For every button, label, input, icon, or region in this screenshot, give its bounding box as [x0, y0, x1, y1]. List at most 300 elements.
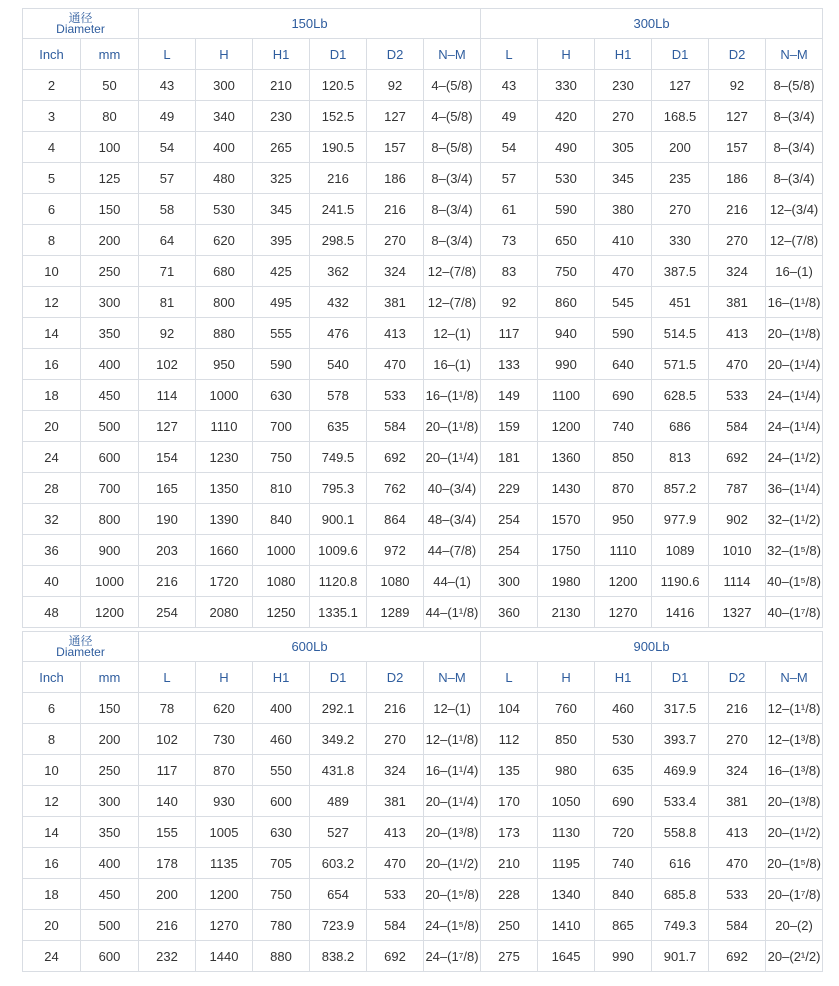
- col-header-l: L: [139, 662, 196, 693]
- table-cell: 413: [709, 318, 766, 349]
- table-cell: 603.2: [310, 848, 367, 879]
- table-cell: 1270: [196, 910, 253, 941]
- col-header-d2: D2: [367, 39, 424, 70]
- table-cell: 54: [481, 132, 538, 163]
- table-cell: 20–(1⁷/8): [766, 879, 823, 910]
- table-cell: 216: [367, 693, 424, 724]
- table-cell: 860: [538, 287, 595, 318]
- table-cell: 300: [196, 70, 253, 101]
- table-cell: 1005: [196, 817, 253, 848]
- table-cell: 155: [139, 817, 196, 848]
- col-header-d2: D2: [709, 662, 766, 693]
- table-cell: 495: [253, 287, 310, 318]
- table-cell: 413: [709, 817, 766, 848]
- table-row: [23, 442, 823, 473]
- table-cell: 628.5: [652, 380, 709, 411]
- table-cell: 20–(2): [766, 910, 823, 941]
- table-cell: 1114: [709, 566, 766, 597]
- table-cell: 12: [23, 287, 81, 318]
- table-row: [23, 504, 823, 535]
- table-cell: 10: [23, 755, 81, 786]
- table-cell: 413: [367, 318, 424, 349]
- table-cell: 720: [595, 817, 652, 848]
- table-cell: 48: [23, 597, 81, 628]
- table-cell: 250: [81, 256, 139, 287]
- table-cell: 127: [709, 101, 766, 132]
- col-header-h1: H1: [253, 39, 310, 70]
- diameter-en-label: Diameter: [56, 644, 105, 659]
- table-cell: 133: [481, 349, 538, 380]
- table-cell: 120.5: [310, 70, 367, 101]
- table-cell: 527: [310, 817, 367, 848]
- table-cell: 1000: [253, 535, 310, 566]
- table-cell: 117: [481, 318, 538, 349]
- table-cell: 43: [139, 70, 196, 101]
- col-header-d1: D1: [652, 662, 709, 693]
- table-cell: 12–(3/4): [766, 194, 823, 225]
- table-cell: 127: [652, 70, 709, 101]
- table-cell: 324: [367, 256, 424, 287]
- col-header-n-m: N–M: [766, 662, 823, 693]
- table-cell: 159: [481, 411, 538, 442]
- table-cell: 533: [709, 879, 766, 910]
- table-cell: 8: [23, 225, 81, 256]
- table-cell: 16: [23, 349, 81, 380]
- table-cell: 600: [81, 941, 139, 972]
- table-cell: 92: [367, 70, 424, 101]
- table-cell: 20–(1¹/4): [424, 786, 481, 817]
- table-cell: 600: [253, 786, 310, 817]
- table-cell: 1000: [196, 380, 253, 411]
- table-cell: 630: [253, 380, 310, 411]
- table-cell: 78: [139, 693, 196, 724]
- table-cell: 300: [81, 786, 139, 817]
- table-cell: 36–(1¹/4): [766, 473, 823, 504]
- table-cell: 8–(3/4): [766, 163, 823, 194]
- inch-header: Inch: [23, 662, 81, 693]
- table-cell: 685.8: [652, 879, 709, 910]
- table-cell: 1080: [367, 566, 424, 597]
- table-cell: 400: [81, 349, 139, 380]
- table-row: [23, 380, 823, 411]
- table-cell: 950: [595, 504, 652, 535]
- table-cell: 230: [253, 101, 310, 132]
- table-cell: 425: [253, 256, 310, 287]
- table-cell: 480: [196, 163, 253, 194]
- table-cell: 545: [595, 287, 652, 318]
- table-cell: 865: [595, 910, 652, 941]
- table-cell: 864: [367, 504, 424, 535]
- table-cell: 1230: [196, 442, 253, 473]
- table-cell: 186: [709, 163, 766, 194]
- table-cell: 490: [538, 132, 595, 163]
- table-cell: 12–(1¹/8): [766, 693, 823, 724]
- table-cell: 1340: [538, 879, 595, 910]
- table-cell: 57: [481, 163, 538, 194]
- table-cell: 640: [595, 349, 652, 380]
- table-cell: 330: [652, 225, 709, 256]
- table-cell: 692: [367, 442, 424, 473]
- table-cell: 1645: [538, 941, 595, 972]
- col-header-h: H: [538, 662, 595, 693]
- table-cell: 870: [196, 755, 253, 786]
- table-cell: 324: [367, 755, 424, 786]
- table-cell: 20: [23, 411, 81, 442]
- table-cell: 24–(1¹/4): [766, 411, 823, 442]
- table-cell: 350: [81, 817, 139, 848]
- table-cell: 168.5: [652, 101, 709, 132]
- table-cell: 692: [367, 941, 424, 972]
- table-cell: 8–(5/8): [766, 70, 823, 101]
- table-cell: 80: [81, 101, 139, 132]
- table-cell: 49: [139, 101, 196, 132]
- table-cell: 749.5: [310, 442, 367, 473]
- table-cell: 590: [538, 194, 595, 225]
- table-row: [23, 318, 823, 349]
- table-cell: 28: [23, 473, 81, 504]
- table-cell: 451: [652, 287, 709, 318]
- class-header-900lb: 900Lb: [481, 632, 823, 662]
- table-cell: 692: [709, 941, 766, 972]
- table-cell: 104: [481, 693, 538, 724]
- table-cell: 32–(1⁵/8): [766, 535, 823, 566]
- table-cell: 1430: [538, 473, 595, 504]
- table-cell: 200: [652, 132, 709, 163]
- table-cell: 977.9: [652, 504, 709, 535]
- table-cell: 203: [139, 535, 196, 566]
- table-cell: 901.7: [652, 941, 709, 972]
- table-cell: 8: [23, 724, 81, 755]
- table-cell: 92: [481, 287, 538, 318]
- table-cell: 476: [310, 318, 367, 349]
- table-cell: 270: [595, 101, 652, 132]
- table-cell: 44–(7/8): [424, 535, 481, 566]
- table-cell: 413: [367, 817, 424, 848]
- table-cell: 20–(1¹/2): [424, 848, 481, 879]
- table-cell: 14: [23, 318, 81, 349]
- table-cell: 600: [81, 442, 139, 473]
- table-cell: 630: [253, 817, 310, 848]
- table-cell: 1200: [538, 411, 595, 442]
- table-cell: 181: [481, 442, 538, 473]
- table-cell: 127: [367, 101, 424, 132]
- table-cell: 1050: [538, 786, 595, 817]
- class-header-600lb: 600Lb: [139, 632, 481, 662]
- table-cell: 135: [481, 755, 538, 786]
- table-cell: 254: [481, 535, 538, 566]
- table-cell: 760: [538, 693, 595, 724]
- table-cell: 489: [310, 786, 367, 817]
- table-cell: 690: [595, 380, 652, 411]
- table-cell: 216: [139, 910, 196, 941]
- table-cell: 254: [481, 504, 538, 535]
- table-cell: 250: [81, 755, 139, 786]
- table-cell: 838.2: [310, 941, 367, 972]
- table-cell: 24: [23, 941, 81, 972]
- table-cell: 857.2: [652, 473, 709, 504]
- table-cell: 270: [367, 225, 424, 256]
- table-cell: 186: [367, 163, 424, 194]
- table-cell: 2130: [538, 597, 595, 628]
- table-cell: 20–(1¹/8): [424, 411, 481, 442]
- table-cell: 650: [538, 225, 595, 256]
- table-cell: 780: [253, 910, 310, 941]
- table-row: [23, 256, 823, 287]
- table-cell: 692: [709, 442, 766, 473]
- table-cell: 12–(7/8): [766, 225, 823, 256]
- table-cell: 330: [538, 70, 595, 101]
- table-cell: 317.5: [652, 693, 709, 724]
- table-cell: 990: [538, 349, 595, 380]
- table-cell: 114: [139, 380, 196, 411]
- table-cell: 16–(1): [766, 256, 823, 287]
- table-cell: 590: [253, 349, 310, 380]
- table-cell: 216: [709, 693, 766, 724]
- table-cell: 325: [253, 163, 310, 194]
- table-cell: 292.1: [310, 693, 367, 724]
- table-cell: 584: [367, 411, 424, 442]
- table-cell: 410: [595, 225, 652, 256]
- table-cell: 1190.6: [652, 566, 709, 597]
- table-cell: 270: [709, 724, 766, 755]
- table-cell: 700: [253, 411, 310, 442]
- table2-body: [23, 693, 823, 972]
- class-header-150lb: 150Lb: [139, 9, 481, 39]
- table-cell: 813: [652, 442, 709, 473]
- table-cell: 500: [81, 910, 139, 941]
- table-cell: 200: [139, 879, 196, 910]
- table-cell: 387.5: [652, 256, 709, 287]
- dimension-table-150-300: [22, 8, 823, 628]
- col-header-h1: H1: [253, 662, 310, 693]
- table-cell: 18: [23, 879, 81, 910]
- table-cell: 170: [481, 786, 538, 817]
- table-cell: 16–(1³/8): [766, 755, 823, 786]
- table-cell: 514.5: [652, 318, 709, 349]
- table-row: [23, 597, 823, 628]
- table-cell: 393.7: [652, 724, 709, 755]
- table-cell: 300: [481, 566, 538, 597]
- table-cell: 12: [23, 786, 81, 817]
- table-cell: 1570: [538, 504, 595, 535]
- table-cell: 265: [253, 132, 310, 163]
- table-row: [23, 566, 823, 597]
- table-cell: 750: [538, 256, 595, 287]
- table-cell: 1000: [81, 566, 139, 597]
- table-cell: 1410: [538, 910, 595, 941]
- table-cell: 460: [253, 724, 310, 755]
- table-cell: 92: [139, 318, 196, 349]
- table-cell: 57: [139, 163, 196, 194]
- table-cell: 3: [23, 101, 81, 132]
- table-cell: 1110: [595, 535, 652, 566]
- table-cell: 16–(1): [424, 349, 481, 380]
- table-cell: 250: [481, 910, 538, 941]
- table-cell: 533: [367, 380, 424, 411]
- table-cell: 24: [23, 442, 81, 473]
- table-cell: 840: [253, 504, 310, 535]
- table-cell: 216: [709, 194, 766, 225]
- col-header-l: L: [481, 662, 538, 693]
- table-cell: 470: [367, 349, 424, 380]
- table-cell: 152.5: [310, 101, 367, 132]
- table-cell: 1270: [595, 597, 652, 628]
- table-cell: 880: [196, 318, 253, 349]
- table-cell: 686: [652, 411, 709, 442]
- table-cell: 275: [481, 941, 538, 972]
- table-cell: 228: [481, 879, 538, 910]
- table-cell: 749.3: [652, 910, 709, 941]
- col-header-h: H: [196, 662, 253, 693]
- table-cell: 117: [139, 755, 196, 786]
- table-cell: 1360: [538, 442, 595, 473]
- table-cell: 40: [23, 566, 81, 597]
- table-cell: 270: [709, 225, 766, 256]
- table-cell: 2080: [196, 597, 253, 628]
- col-header-l: L: [139, 39, 196, 70]
- table-row: [23, 848, 823, 879]
- table-cell: 40–(1⁷/8): [766, 597, 823, 628]
- table-cell: 200: [81, 225, 139, 256]
- mm-header: mm: [81, 662, 139, 693]
- table-row: [23, 535, 823, 566]
- table-cell: 800: [81, 504, 139, 535]
- table1-body: [23, 70, 823, 628]
- table-cell: 61: [481, 194, 538, 225]
- col-header-h: H: [196, 39, 253, 70]
- table-cell: 350: [81, 318, 139, 349]
- diameter-en-label: Diameter: [56, 21, 105, 36]
- table-cell: 32–(1¹/2): [766, 504, 823, 535]
- table-cell: 1350: [196, 473, 253, 504]
- table-cell: 1416: [652, 597, 709, 628]
- diameter-cn-label: 通径: [68, 10, 93, 25]
- class-header-300lb: 300Lb: [481, 9, 823, 39]
- table-cell: 235: [652, 163, 709, 194]
- mm-header: mm: [81, 39, 139, 70]
- table-cell: 32: [23, 504, 81, 535]
- table-cell: 420: [538, 101, 595, 132]
- table-cell: 1135: [196, 848, 253, 879]
- table-cell: 740: [595, 411, 652, 442]
- table-cell: 400: [196, 132, 253, 163]
- table-row: [23, 941, 823, 972]
- table-row: [23, 287, 823, 318]
- table-cell: 750: [253, 442, 310, 473]
- table-cell: 270: [367, 724, 424, 755]
- table-cell: 972: [367, 535, 424, 566]
- table-cell: 232: [139, 941, 196, 972]
- table-cell: 4–(5/8): [424, 70, 481, 101]
- table-cell: 24–(1¹/4): [766, 380, 823, 411]
- table-cell: 64: [139, 225, 196, 256]
- table-cell: 740: [595, 848, 652, 879]
- table-cell: 940: [538, 318, 595, 349]
- table-cell: 690: [595, 786, 652, 817]
- table-cell: 24–(1⁷/8): [424, 941, 481, 972]
- col-header-h1: H1: [595, 662, 652, 693]
- table-cell: 241.5: [310, 194, 367, 225]
- table-cell: 584: [709, 910, 766, 941]
- table-cell: 1250: [253, 597, 310, 628]
- col-header-d2: D2: [709, 39, 766, 70]
- table-cell: 8–(3/4): [766, 101, 823, 132]
- table-cell: 20–(1¹/8): [766, 318, 823, 349]
- table-cell: 20–(1¹/4): [424, 442, 481, 473]
- col-header-d2: D2: [367, 662, 424, 693]
- table-cell: 44–(1¹/8): [424, 597, 481, 628]
- table-cell: 555: [253, 318, 310, 349]
- table-cell: 216: [367, 194, 424, 225]
- table-cell: 380: [595, 194, 652, 225]
- col-header-l: L: [481, 39, 538, 70]
- table-cell: 102: [139, 724, 196, 755]
- table-row: [23, 101, 823, 132]
- table-cell: 10: [23, 256, 81, 287]
- table-cell: 345: [253, 194, 310, 225]
- table-cell: 1120.8: [310, 566, 367, 597]
- table-cell: 43: [481, 70, 538, 101]
- table-cell: 58: [139, 194, 196, 225]
- table-cell: 400: [253, 693, 310, 724]
- table-cell: 558.8: [652, 817, 709, 848]
- table-cell: 1110: [196, 411, 253, 442]
- table-cell: 470: [709, 848, 766, 879]
- table-cell: 149: [481, 380, 538, 411]
- table-cell: 165: [139, 473, 196, 504]
- table-cell: 1289: [367, 597, 424, 628]
- table-cell: 980: [538, 755, 595, 786]
- table-cell: 810: [253, 473, 310, 504]
- table-row: [23, 194, 823, 225]
- table-cell: 5: [23, 163, 81, 194]
- table-cell: 450: [81, 380, 139, 411]
- table-cell: 44–(1): [424, 566, 481, 597]
- table-cell: 1750: [538, 535, 595, 566]
- table-cell: 324: [709, 256, 766, 287]
- table-cell: 12–(7/8): [424, 256, 481, 287]
- table-cell: 900: [81, 535, 139, 566]
- table-cell: 990: [595, 941, 652, 972]
- table-cell: 680: [196, 256, 253, 287]
- table-cell: 840: [595, 879, 652, 910]
- table-cell: 254: [139, 597, 196, 628]
- table-cell: 12–(1): [424, 693, 481, 724]
- table-row: [23, 132, 823, 163]
- table-cell: 6: [23, 194, 81, 225]
- table-cell: 12–(7/8): [424, 287, 481, 318]
- table-cell: 20–(1³/8): [424, 817, 481, 848]
- table-cell: 469.9: [652, 755, 709, 786]
- table-cell: 1089: [652, 535, 709, 566]
- table-row: [23, 163, 823, 194]
- table-cell: 20–(1⁵/8): [766, 848, 823, 879]
- table-cell: 533.4: [652, 786, 709, 817]
- table-cell: 381: [709, 786, 766, 817]
- table-cell: 1130: [538, 817, 595, 848]
- table-cell: 298.5: [310, 225, 367, 256]
- table-cell: 1335.1: [310, 597, 367, 628]
- table-cell: 127: [139, 411, 196, 442]
- table-cell: 178: [139, 848, 196, 879]
- table-cell: 324: [709, 755, 766, 786]
- table-cell: 8–(3/4): [424, 225, 481, 256]
- table-cell: 345: [595, 163, 652, 194]
- table-cell: 500: [81, 411, 139, 442]
- table-cell: 1200: [196, 879, 253, 910]
- table-cell: 381: [709, 287, 766, 318]
- table-cell: 12–(1): [424, 318, 481, 349]
